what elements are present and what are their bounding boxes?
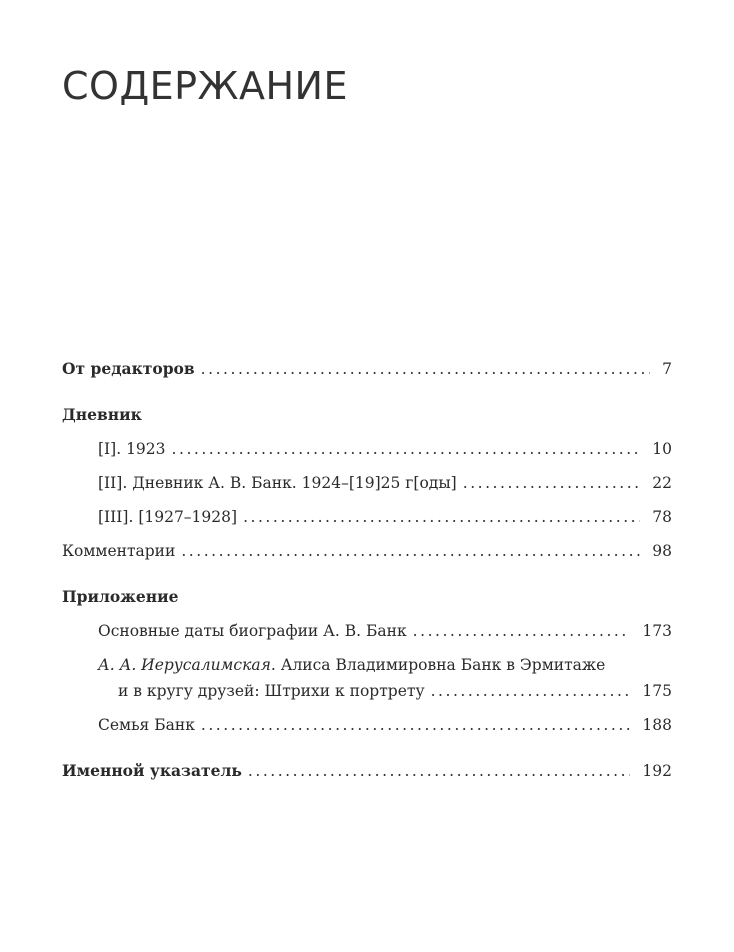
toc-entry-label: [III]. [1927–1928] <box>98 508 238 526</box>
toc-page-number: 22 <box>652 474 672 492</box>
essay-title-start: . Алиса Владимировна Банк в Эрмитаже <box>270 656 606 674</box>
toc-entry-from-editors[interactable] <box>62 356 672 382</box>
dot-leader <box>243 504 640 530</box>
toc-page-number: 78 <box>652 508 672 526</box>
dot-leader <box>431 678 631 704</box>
toc-entry-label: Именной указатель <box>62 761 242 780</box>
toc-page-number: 188 <box>642 716 672 734</box>
toc-entry-appendix-family[interactable] <box>62 712 672 738</box>
toc-entry-label: Семья Банк <box>98 716 195 734</box>
toc-page-number: 7 <box>662 360 672 378</box>
toc-entry-label-line1 <box>98 652 672 678</box>
dot-leader <box>201 356 650 382</box>
toc-entry-diary-1[interactable] <box>62 436 672 462</box>
toc-entry-label: От редакторов <box>62 359 195 378</box>
toc-entry-label: [I]. 1923 <box>98 440 166 458</box>
toc-page-number: 10 <box>652 440 672 458</box>
dot-leader <box>463 470 641 496</box>
table-of-contents <box>62 356 672 784</box>
dot-leader <box>172 436 641 462</box>
toc-entry-comments[interactable] <box>62 538 672 564</box>
toc-entry-index[interactable] <box>62 758 672 784</box>
dot-leader <box>413 618 631 644</box>
toc-entry-appendix-dates[interactable] <box>62 618 672 644</box>
toc-entry-diary-3[interactable] <box>62 504 672 530</box>
toc-entry-label: [II]. Дневник А. В. Банк. 1924–[19]25 г[оды] <box>98 474 457 492</box>
toc-page-number: 173 <box>642 622 672 640</box>
page-title: СОДЕРЖАНИЕ <box>62 64 348 108</box>
toc-page-number: 192 <box>642 762 672 780</box>
toc-entry-diary-2[interactable] <box>62 470 672 496</box>
toc-entry-line2 <box>98 678 672 704</box>
toc-section-diary: Дневник <box>62 405 142 424</box>
dot-leader <box>201 712 631 738</box>
toc-entry-label: Комментарии <box>62 542 176 560</box>
essay-author: А. А. Иерусалимская <box>98 656 271 674</box>
toc-page-number: 98 <box>652 542 672 560</box>
dot-leader <box>248 758 631 784</box>
toc-section-appendix: Приложение <box>62 587 179 606</box>
dot-leader <box>181 538 640 564</box>
toc-entry-appendix-essay[interactable] <box>62 652 672 704</box>
toc-entry-label: Основные даты биографии А. В. Банк <box>98 622 407 640</box>
toc-entry-label-line2: и в кругу друзей: Штрихи к портрету <box>118 682 425 700</box>
toc-page-number: 175 <box>642 682 672 700</box>
